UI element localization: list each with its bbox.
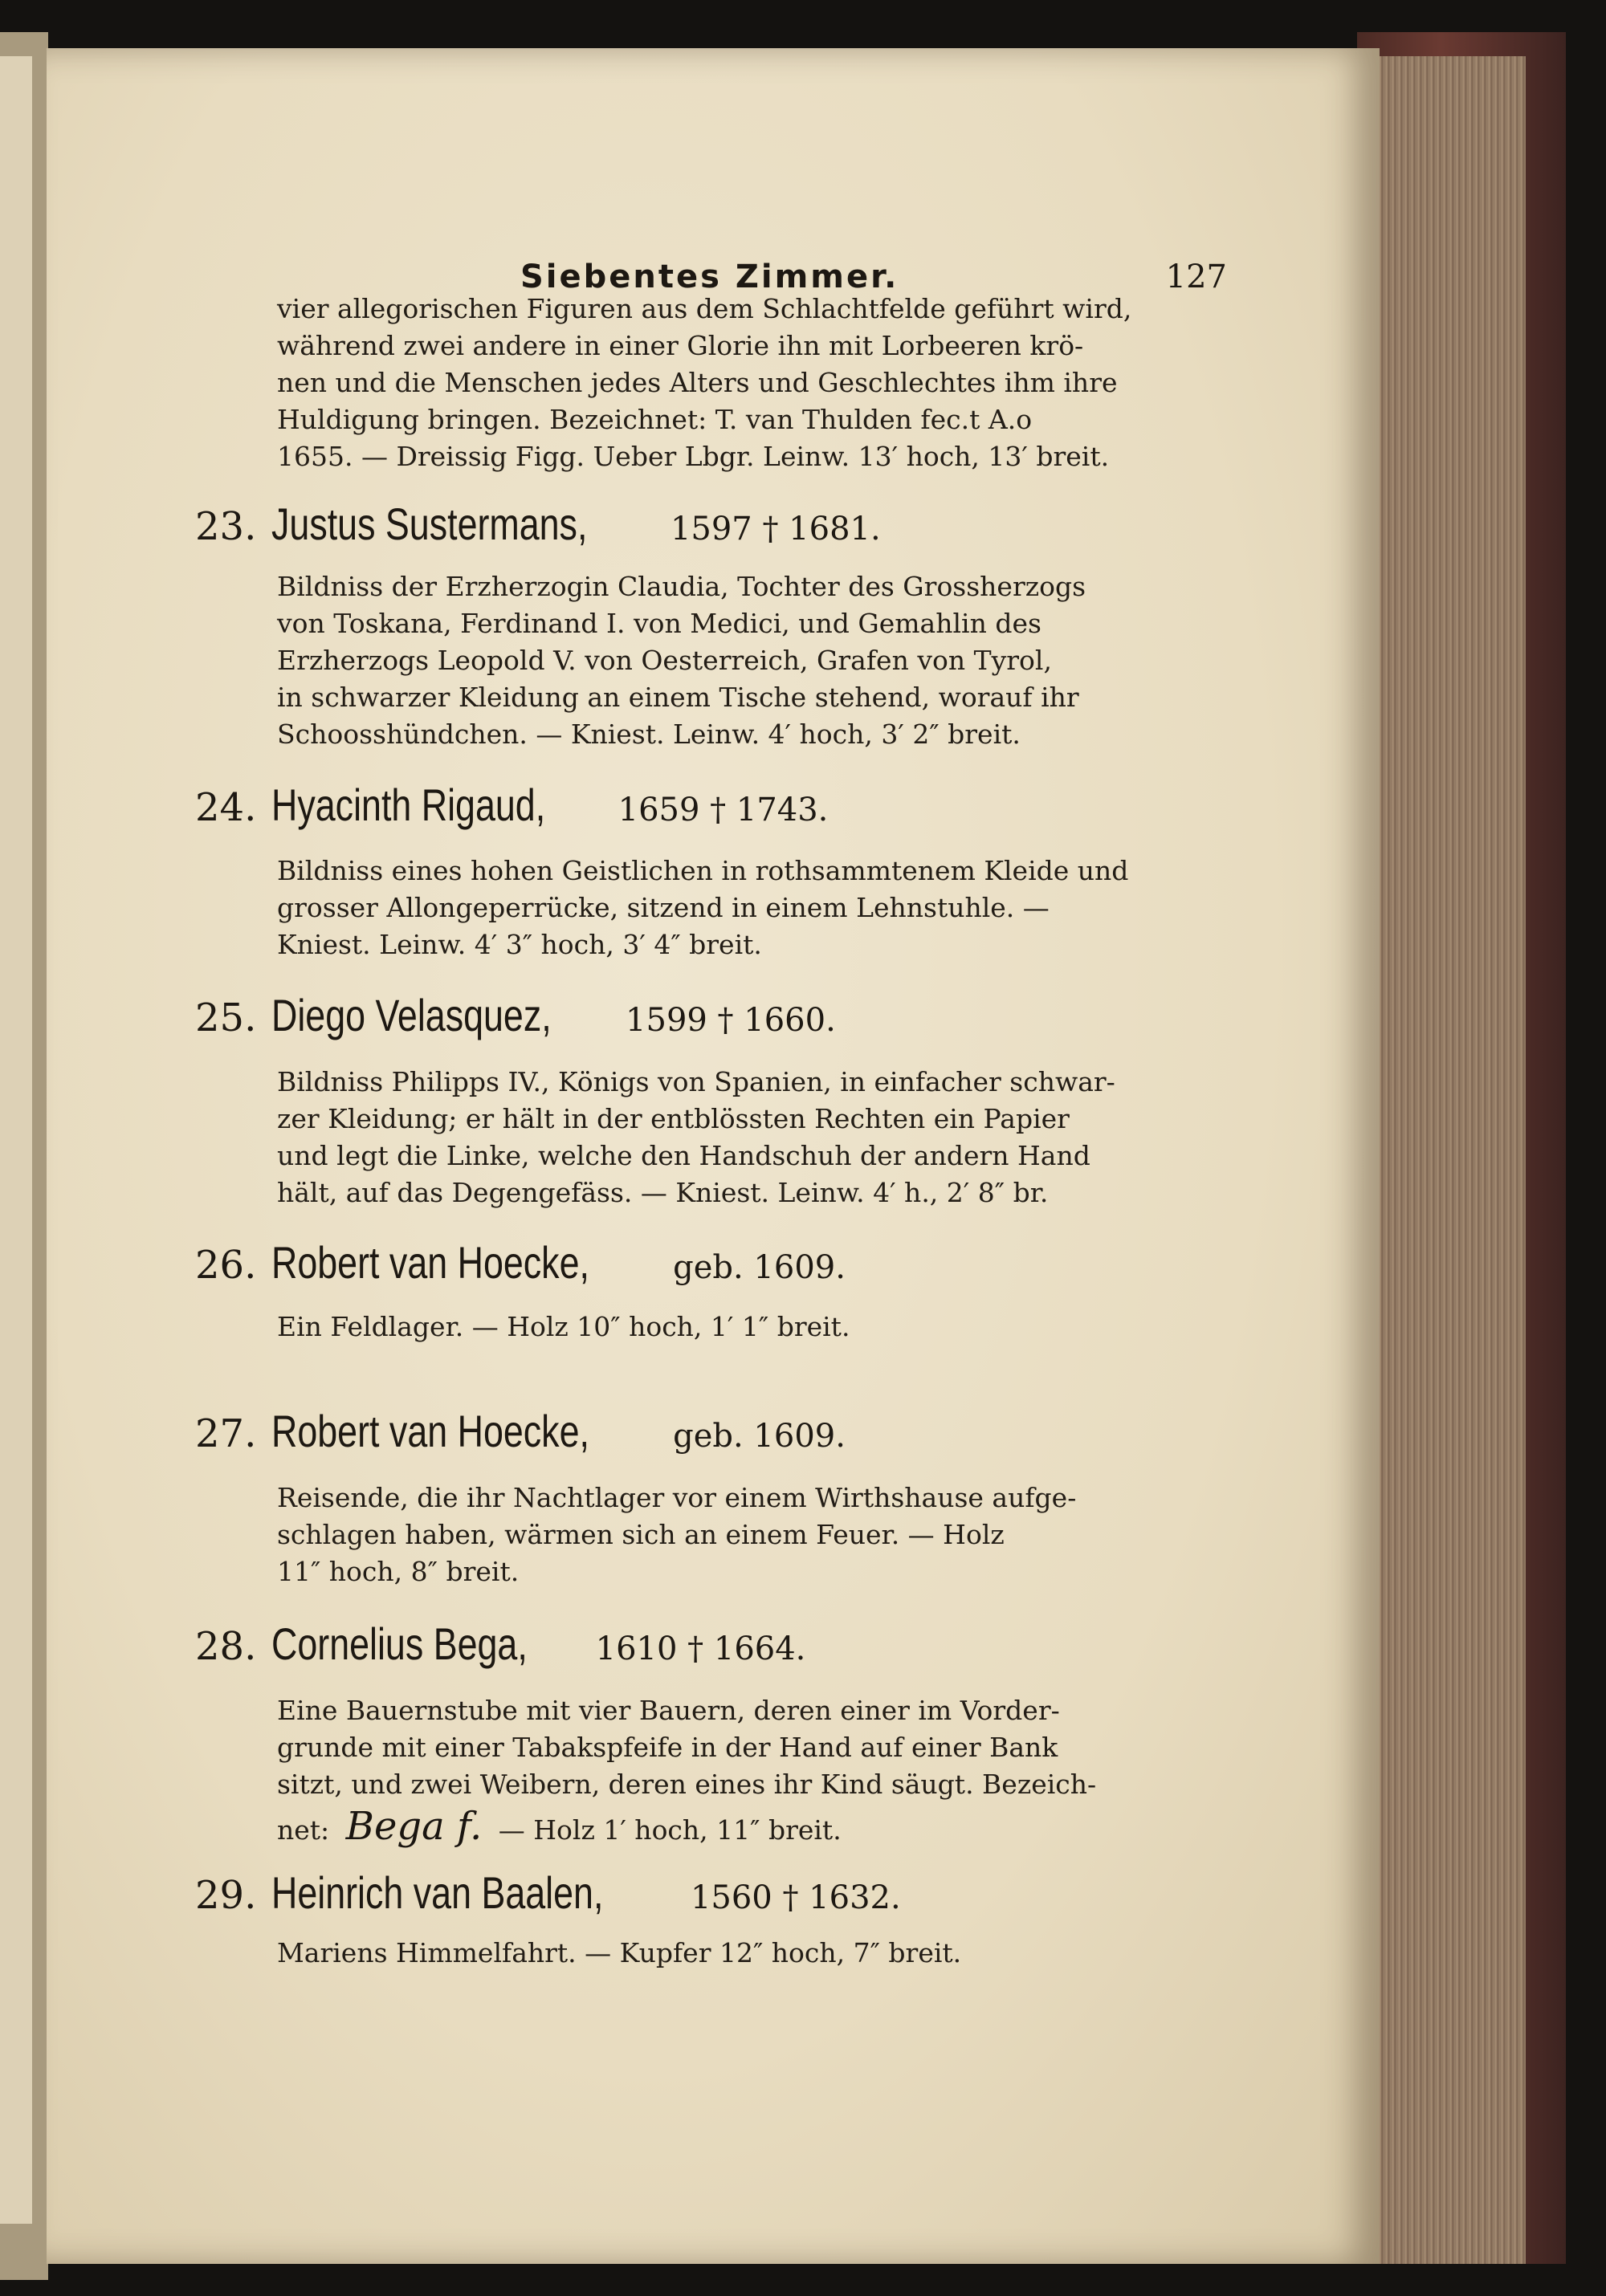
entry-number: 23. xyxy=(195,504,257,549)
entry-number: 27. xyxy=(195,1411,257,1456)
text-line: nen und die Menschen jedes Alters und Geschlechtes ihm ihre xyxy=(277,367,1118,398)
text-line: Bildniss Philipps IV., Königs von Spanien, in einfacher schwar- xyxy=(277,1066,1115,1097)
text-line: zer Kleidung; er hält in der entblössten Rechten ein Papier xyxy=(277,1103,1070,1134)
text-line: 11″ hoch, 8″ breit. xyxy=(277,1556,520,1587)
entry-description xyxy=(277,853,1218,963)
artist-signature: Bega f. xyxy=(345,1804,483,1849)
entry-number: 29. xyxy=(195,1873,257,1918)
artist-name: Heinrich van Baalen, xyxy=(271,1867,604,1918)
entry-heading xyxy=(195,1236,1199,1288)
artist-name: Cornelius Bega, xyxy=(271,1618,528,1669)
signature-prefix: net: xyxy=(277,1814,330,1846)
entry-heading xyxy=(195,1867,1199,1919)
entry-number: 26. xyxy=(195,1243,257,1288)
signature-line xyxy=(277,1804,1218,1849)
entry-number: 28. xyxy=(195,1624,257,1669)
entry-heading xyxy=(195,779,1199,831)
entry-description xyxy=(277,1480,1218,1590)
artist-name: Robert van Hoecke, xyxy=(271,1237,590,1288)
artist-dates: 1597 † 1681. xyxy=(670,511,881,548)
continuation-paragraph xyxy=(277,291,1218,475)
text-line: schlagen haben, wärmen sich an einem Feuer. — Holz xyxy=(277,1519,1005,1550)
text-line: während zwei andere in einer Glorie ihn mit Lorbeeren krö- xyxy=(277,330,1084,361)
entry-number: 24. xyxy=(195,785,257,830)
text-line: in schwarzer Kleidung an einem Tische stehend, worauf ihr xyxy=(277,682,1079,713)
text-line: Bildniss eines hohen Geistlichen in rothsammtenem Kleide und xyxy=(277,855,1129,886)
text-line: Bildniss der Erzherzogin Claudia, Tochter des Grossherzogs xyxy=(277,571,1086,602)
artist-name: Robert van Hoecke, xyxy=(271,1406,590,1456)
page-stack xyxy=(1365,56,1526,2264)
entry-heading xyxy=(195,989,1199,1041)
entry-number: 25. xyxy=(195,995,257,1040)
entry-description xyxy=(277,1935,1218,1972)
chapter-title: Siebentes Zimmer. xyxy=(520,259,899,295)
text-line: grosser Allongeperrücke, sitzend in einem Lehnstuhle. — xyxy=(277,892,1050,923)
text-line: Kniest. Leinw. 4′ 3″ hoch, 3′ 4″ breit. xyxy=(277,929,762,960)
text-line: vier allegorischen Figuren aus dem Schlachtfelde geführt wird, xyxy=(277,293,1132,324)
text-line: Schoosshündchen. — Kniest. Leinw. 4′ hoch, 3′ 2″ breit. xyxy=(277,719,1021,750)
text-line: 1655. — Dreissig Figg. Ueber Lbgr. Leinw. 13′ hoch, 13′ breit. xyxy=(277,441,1110,472)
entry-heading xyxy=(195,1618,1199,1670)
text-line: sitzt, und zwei Weibern, deren eines ihr Kind säugt. Bezeich- xyxy=(277,1769,1097,1800)
text-line: von Toskana, Ferdinand I. von Medici, und Gemahlin des xyxy=(277,608,1041,639)
entry-description xyxy=(277,1692,1218,1849)
artist-dates: 1659 † 1743. xyxy=(618,792,829,828)
text-line: grunde mit einer Tabakspfeife in der Hand auf einer Bank xyxy=(277,1732,1058,1763)
text-line: Eine Bauernstube mit vier Bauern, deren einer im Vorder- xyxy=(277,1695,1060,1726)
entry-heading xyxy=(195,1405,1199,1457)
artist-name: Diego Velasquez, xyxy=(271,990,552,1040)
entry-heading xyxy=(195,498,1199,550)
text-line: und legt die Linke, welche den Handschuh der andern Hand xyxy=(277,1140,1090,1171)
artist-dates: geb. 1609. xyxy=(673,1418,846,1455)
left-page-edge xyxy=(0,56,32,2224)
artist-name: Justus Sustermans, xyxy=(271,499,588,549)
artist-name: Hyacinth Rigaud, xyxy=(271,780,546,830)
artist-dates: geb. 1609. xyxy=(673,1249,846,1286)
book-page xyxy=(47,48,1380,2264)
artist-dates: 1560 † 1632. xyxy=(690,1879,901,1916)
artist-dates: 1610 † 1664. xyxy=(595,1630,806,1667)
entry-description xyxy=(277,1309,1218,1345)
text-line: Mariens Himmelfahrt. — Kupfer 12″ hoch, 7″ breit. xyxy=(277,1937,962,1968)
text-line: Huldigung bringen. Bezeichnet: T. van Thulden fec.t A.o xyxy=(277,404,1033,435)
artist-dates: 1599 † 1660. xyxy=(626,1002,836,1039)
entry-description xyxy=(277,1064,1218,1211)
text-line: hält, auf das Degengefäss. — Kniest. Leinw. 4′ h., 2′ 8″ br. xyxy=(277,1177,1049,1208)
text-line: Erzherzogs Leopold V. von Oesterreich, Grafen von Tyrol, xyxy=(277,645,1052,676)
text-line: Reisende, die ihr Nachtlager vor einem Wirthshause aufge- xyxy=(277,1482,1077,1513)
page-number: 127 xyxy=(1165,259,1227,295)
text-line: Ein Feldlager. — Holz 10″ hoch, 1′ 1″ breit. xyxy=(277,1311,850,1342)
entry-description xyxy=(277,568,1218,753)
signature-suffix: — Holz 1′ hoch, 11″ breit. xyxy=(498,1814,842,1846)
